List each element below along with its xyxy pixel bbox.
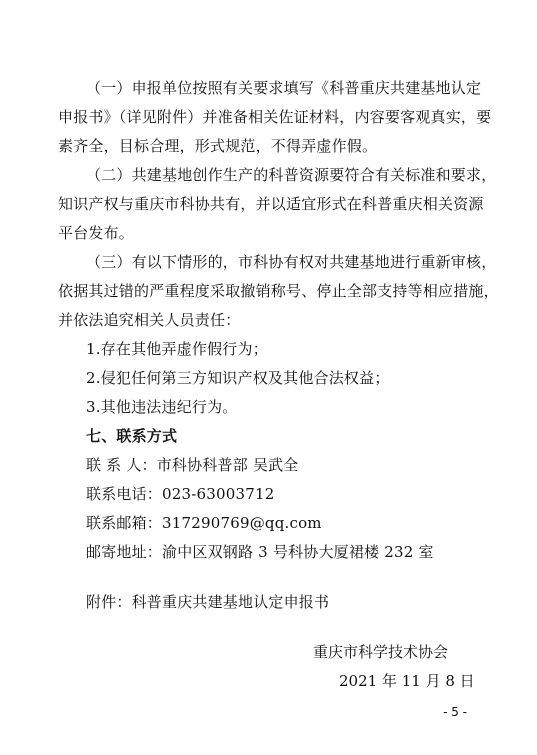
- paragraph-3-line-3: 并依法追究相关人员责任：: [58, 311, 241, 329]
- paragraph-3-line-2: 依据其过错的严重程度采取撤销称号、停止全部支持等相应措施，: [58, 282, 499, 300]
- paragraph-2-line-1: （二）共建基地创作生产的科普资源要符合有关标准和要求，: [86, 166, 497, 184]
- contact-person: 联 系 人：市科协科普部 吴武全: [86, 456, 299, 474]
- list-item: 1.存在其他弄虚作假行为；: [86, 340, 268, 358]
- paragraph-1-line-1: （一）申报单位按照有关要求填写《科普重庆共建基地认定: [86, 79, 482, 97]
- paragraph-2-line-3: 平台发布。: [58, 224, 135, 242]
- contact-address: 邮寄地址：渝中区双钢路 3 号科协大厦裙楼 232 室: [86, 543, 434, 561]
- contact-phone: 联系电话：023-63003712: [86, 485, 275, 503]
- paragraph-2-line-2: 知识产权与重庆市科协共有，并以适宜形式在科普重庆相关资源: [58, 195, 484, 213]
- section-heading: 七、联系方式: [86, 427, 178, 445]
- list-item: 2.侵犯任何第三方知识产权及其他合法权益；: [86, 369, 390, 387]
- signature-org: 重庆市科学技术协会: [313, 643, 449, 661]
- paragraph-3-line-1: （三）有以下情形的，市科协有权对共建基地进行重新审核，: [86, 253, 497, 271]
- contact-email: 联系邮箱：317290769@qq.com: [86, 514, 322, 532]
- list-item: 3.其他违法违纪行为。: [86, 398, 238, 416]
- page-number: - 5 -: [443, 705, 467, 719]
- paragraph-1-line-3: 素齐全，目标合理，形式规范，不得弄虚作假。: [58, 137, 378, 155]
- paragraph-1-line-2: 申报书》（详见附件）并准备相关佐证材料，内容要客观真实，要: [58, 108, 492, 126]
- signature-date: 2021 年 11 月 8 日: [339, 672, 475, 690]
- attachment-note: 附件：科普重庆共建基地认定申报书: [86, 593, 330, 611]
